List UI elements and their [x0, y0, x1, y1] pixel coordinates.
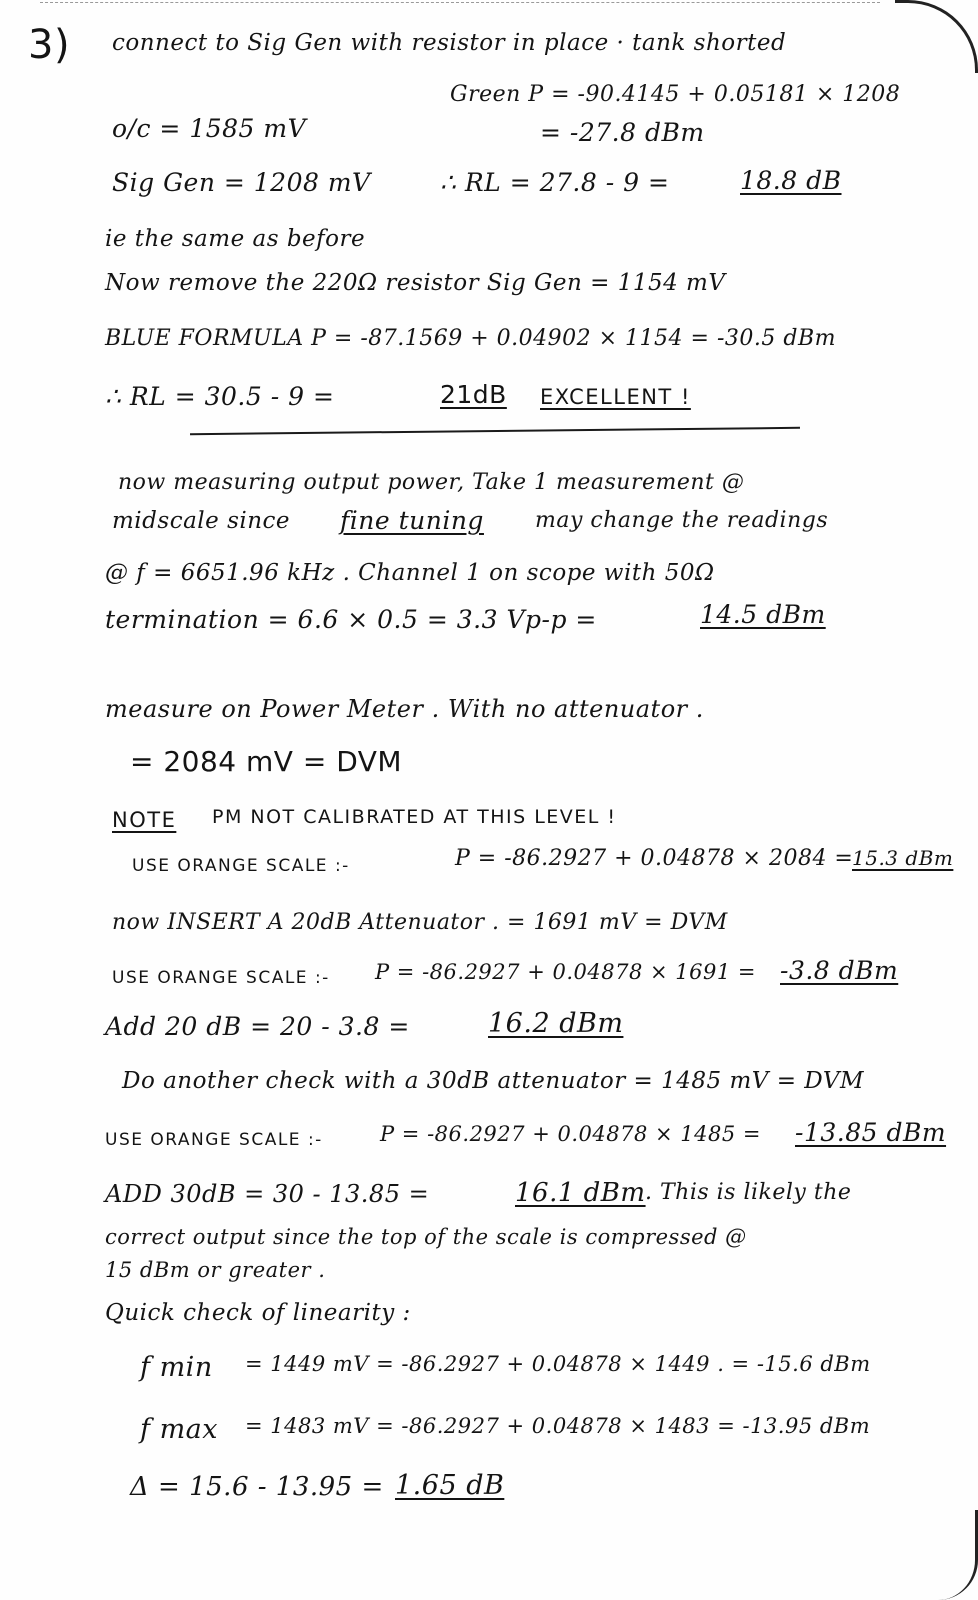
note-line-fmin-label: f min — [140, 1352, 213, 1383]
note-line-insert-20db: now INSERT A 20dB Attenuator . = 1691 mV = DVM — [112, 910, 728, 935]
note-line-note-label: NOTE — [112, 808, 177, 832]
note-line-rl2-calc: ∴ RL = 30.5 - 9 = — [105, 382, 335, 411]
note-line-scope-result: 14.5 dBm — [700, 600, 826, 629]
note-line-output-power: now measuring output power, Take 1 measurement @ — [118, 470, 745, 495]
scan-edge-line — [40, 2, 880, 3]
note-line-orange-2-formula: P = -86.2927 + 0.04878 × 1691 = — [375, 960, 756, 984]
note-line-linearity: Quick check of linearity : — [105, 1300, 411, 1326]
note-line-green-formula: Green P = -90.4145 + 0.05181 × 1208 — [450, 82, 901, 107]
note-line-frequency: @ f = 6651.96 kHz . Channel 1 on scope with 50Ω — [105, 560, 715, 586]
note-line-rl2-result: 21dB — [440, 380, 507, 409]
section-number: 3) — [28, 22, 71, 68]
note-line-delta-calc: Δ = 15.6 - 13.95 = — [130, 1472, 384, 1502]
note-line-remove-resistor: Now remove the 220Ω resistor Sig Gen = 1154 mV — [105, 270, 726, 296]
note-line-oc: o/c = 1585 mV — [112, 114, 307, 143]
section-divider — [190, 427, 800, 435]
note-line-orange-2-label: USE ORANGE SCALE :- — [112, 968, 330, 988]
note-line-green-result: = -27.8 dBm — [540, 118, 705, 147]
note-line-orange-3-result: -13.85 dBm — [795, 1118, 947, 1147]
note-line-same: ie the same as before — [105, 226, 366, 252]
note-line-fmax-label: f max — [140, 1414, 219, 1445]
note-line-fmax-calc: = 1483 mV = -86.2927 + 0.04878 × 1483 = -13.95 dBm — [245, 1414, 871, 1438]
note-line-add-30db-result: 16.1 dBm — [515, 1178, 646, 1208]
note-line-30db-check: Do another check with a 30dB attenuator = 1485 mV = DVM — [122, 1068, 864, 1094]
note-line-fine-tuning: fine tuning — [340, 506, 484, 535]
note-line-power-meter: measure on Power Meter . With no attenuator . — [105, 695, 704, 723]
note-line-delta-result: 1.65 dB — [395, 1470, 505, 1501]
note-line-rl-result: 18.8 dB — [740, 166, 842, 195]
note-line-termination: termination = 6.6 × 0.5 = 3.3 Vp-p = — [105, 605, 597, 634]
note-line-fmin-calc: = 1449 mV = -86.2927 + 0.04878 × 1449 . = -15.6 dBm — [245, 1352, 871, 1376]
note-line-compressed: correct output since the top of the scale is compressed @ — [105, 1225, 747, 1249]
note-line-add-30db: ADD 30dB = 30 - 13.85 = — [105, 1180, 430, 1208]
note-line-siggen: Sig Gen = 1208 mV — [112, 168, 371, 197]
note-line-add-20db-result: 16.2 dBm — [488, 1008, 624, 1039]
note-line-blue-formula: BLUE FORMULA P = -87.1569 + 0.04902 × 1154 = -30.5 dBm — [105, 326, 836, 351]
note-line-not-calibrated: PM NOT CALIBRATED AT THIS LEVEL ! — [212, 806, 617, 828]
note-line-orange-1-result: 15.3 dBm — [852, 846, 954, 870]
note-line-orange-2-result: -3.8 dBm — [780, 956, 899, 985]
note-line-change-readings: may change the readings — [535, 508, 829, 533]
page-corner-top — [895, 0, 978, 73]
note-line-excellent: EXCELLENT ! — [540, 385, 691, 409]
note-line-connect: connect to Sig Gen with resistor in place · tank shorted — [112, 30, 787, 56]
note-line-orange-1-formula: P = -86.2927 + 0.04878 × 2084 = — [455, 846, 854, 871]
note-line-orange-1-label: USE ORANGE SCALE :- — [132, 856, 350, 876]
note-line-15dbm: 15 dBm or greater . — [105, 1258, 326, 1282]
note-line-add-20db: Add 20 dB = 20 - 3.8 = — [105, 1012, 410, 1041]
page-corner-bottom — [935, 1510, 978, 1600]
note-line-rl-calc: ∴ RL = 27.8 - 9 = — [440, 168, 670, 197]
note-line-likely: . This is likely the — [645, 1180, 852, 1205]
note-line-dvm-2084: = 2084 mV = DVM — [130, 745, 403, 778]
note-line-orange-3-label: USE ORANGE SCALE :- — [105, 1130, 323, 1150]
note-line-orange-3-formula: P = -86.2927 + 0.04878 × 1485 = — [380, 1122, 761, 1146]
note-line-midscale: midscale since — [112, 508, 291, 534]
